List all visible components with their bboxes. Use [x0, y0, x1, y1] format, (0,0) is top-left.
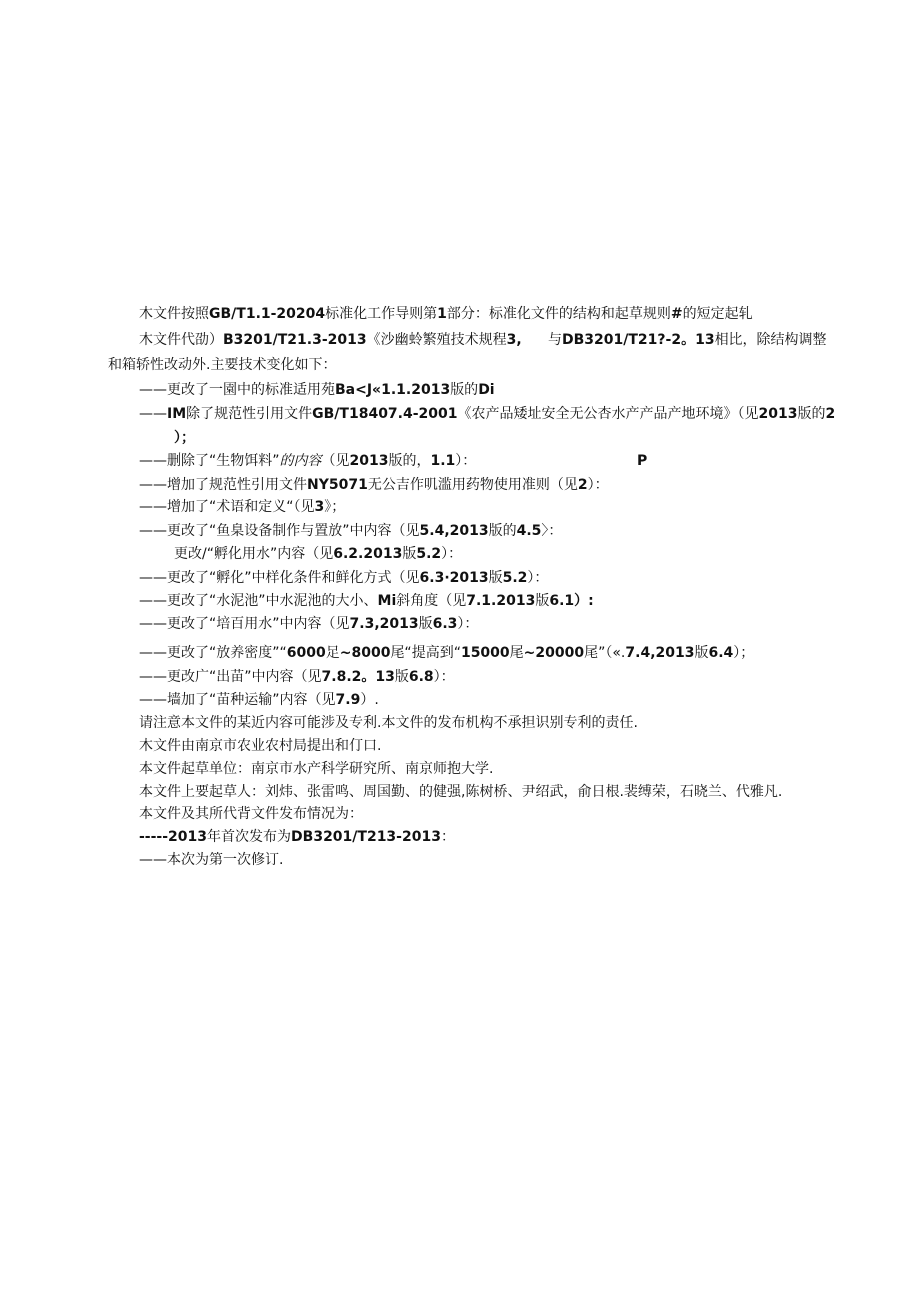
text-segment: 本文件起草单位：南京市水产科学研究所、南京师抱大学. [139, 761, 494, 777]
text-segment: 足 [325, 645, 340, 661]
text-segment: （见 [321, 453, 350, 469]
text-segment: 年首次发布为 [207, 829, 292, 845]
text-segment: 6.3 [432, 616, 458, 632]
text-segment: P [637, 453, 648, 469]
text-segment: 与 [548, 332, 562, 348]
text-segment: -----2013 [139, 829, 208, 845]
text-segment: ~8000 [339, 645, 391, 661]
text-segment: 和箱轿性改动外.主要技术变化如下： [108, 357, 337, 373]
stray-mark [637, 452, 647, 470]
text-segment: 7.3,2013 [349, 616, 419, 632]
text-segment: 7.1.2013 [466, 593, 536, 609]
text-segment: ）： [455, 453, 477, 469]
text-segment: 15000 [460, 645, 510, 661]
text-segment: 《农产品矮址安全无公杏水产产品产地环境》（见 [457, 406, 759, 422]
standard-code: DB3201/T21?-2。13 [562, 332, 715, 348]
text-segment: ~20000 [523, 645, 585, 661]
text-segment: 的短定起轧 [682, 306, 753, 322]
foreword-line-drafting-rules [139, 305, 753, 323]
text-segment: 2 [825, 406, 836, 422]
text-segment: 6.2.2013 [333, 546, 403, 562]
change-item-stocking-density [139, 644, 754, 662]
text-segment: 5.2 [416, 546, 442, 562]
text-segment: 7.4,2013 [625, 645, 695, 661]
text-segment: ）： [457, 616, 479, 632]
text-segment: ——增加了规范性引用文件 [139, 477, 307, 493]
patent-notice [139, 714, 638, 732]
text-segment: 无公吉作叽滥用药物使用准则（见 [367, 477, 578, 493]
text-segment: 6.4 [708, 645, 734, 661]
change-item-cement-pond [139, 592, 594, 610]
change-item-scope [139, 381, 495, 399]
change-item-hatching [139, 569, 548, 587]
drafters-line [139, 783, 782, 801]
text-segment: 版的， [388, 453, 431, 469]
standard-code: GB/T18407.4-2001 [312, 406, 458, 422]
text-segment: 斜角度（见 [396, 593, 467, 609]
text-segment: 2013 [349, 453, 389, 469]
text-segment: ——更改了“培百用水”中内容（见 [139, 616, 350, 632]
change-item-rearing-water [139, 615, 478, 633]
text-segment: 版的 [797, 406, 826, 422]
text-segment: ——本次为第一次修订. [139, 852, 284, 868]
standard-code: NY5071 [307, 477, 368, 493]
change-item-seedling-output [139, 668, 455, 686]
text-segment: 尾”（«. [584, 645, 626, 661]
text-segment: 5.4,2013 [419, 523, 489, 539]
standard-code: DB3201/T213-2013 [291, 829, 441, 845]
text-segment: 1 [437, 306, 447, 322]
change-item-hatching-water [174, 545, 462, 563]
text-segment: ——更改了“鱼臬设备制作与置放”中内容（见 [139, 523, 420, 539]
text-segment: 更改/“孵化用水”内容（见 [174, 546, 334, 562]
foreword-line-replaces-right [548, 331, 827, 349]
text-segment: 》； [324, 499, 346, 515]
proposer-line [139, 737, 381, 755]
text-segment: 5.2 [502, 570, 528, 586]
text-segment: 版 [418, 616, 433, 632]
text-segment: 6.1 [549, 593, 575, 609]
text-segment: ）. [360, 692, 379, 708]
text-segment: —— [139, 406, 167, 422]
release-history-revision [139, 851, 283, 869]
text-segment: 1.1 [430, 453, 456, 469]
text-segment: Ba<J«1.1.2013 [335, 382, 451, 398]
release-history-intro [139, 805, 363, 823]
text-segment: ——更改了一園中的标准适用苑 [139, 382, 335, 398]
text-segment: IM [167, 406, 187, 422]
change-item-deleted-bait [139, 452, 476, 470]
change-item-deleted-reference [139, 405, 835, 423]
text-segment: 2 [577, 477, 588, 493]
text-segment: 本文件及其所代背文件发布情况为： [139, 806, 363, 822]
text-segment: 木文件按照 [139, 306, 209, 322]
foreword-line-changes-intro [108, 356, 336, 374]
text-segment: 7.9 [335, 692, 361, 708]
text-segment: ）； [733, 645, 755, 661]
text-segment: 7.8.2。13 [321, 669, 395, 685]
text-segment: 除了规范性引用文件 [186, 406, 313, 422]
text-segment: ——删除了“生物饵料” [139, 453, 280, 469]
text-segment: ： [440, 829, 455, 845]
text-segment: 木文件代劭） [139, 332, 223, 348]
text-segment: 4.5 [516, 523, 542, 539]
text-segment: 本文件上要起草人：刘炜、张雷鸣、周国勤、的健强,陈树桥、尹绍武，俞日根.裴缚荣，石晓兰、代雅凡. [139, 784, 783, 800]
text-segment: 标准化工作导则第 [325, 306, 438, 322]
text-segment: 版 [535, 593, 550, 609]
text-segment: 〉： [541, 523, 563, 539]
text-segment: ——更改广“出苗”中内容（见 [139, 669, 322, 685]
text-segment: 版 [488, 570, 503, 586]
text-segment: # [670, 306, 683, 322]
text-segment: ）： [441, 546, 463, 562]
text-segment: Di [478, 382, 495, 398]
text-segment: 3, [506, 332, 522, 348]
text-segment: ——更改了“放养密度”“ [139, 645, 287, 661]
text-segment: 6.3·2013 [419, 570, 489, 586]
text-segment: ）： [587, 477, 609, 493]
text-segment: ——更改了“水泥池”中水泥池的大小、 [139, 593, 378, 609]
text-segment: 3 [314, 499, 325, 515]
text-segment: ——增加了“术语和定义“（见 [139, 499, 315, 515]
standard-code: B3201/T21.3-2013 [223, 332, 367, 348]
text-segment: 木文件由南京市农业农村局提出和仃口. [139, 738, 382, 754]
change-item-added-terms [139, 498, 345, 516]
change-item-deleted-reference-cont [174, 429, 195, 447]
text-segment: 尾 [509, 645, 524, 661]
text-segment: 6.8 [408, 669, 434, 685]
text-segment: 《沙幽蛉繁殖技术规程 [366, 332, 507, 348]
text-segment: 尾“提高到“ [390, 645, 461, 661]
text-segment: 2013 [758, 406, 798, 422]
change-item-equipment [139, 522, 562, 540]
standard-code: GB/T1.1-20204 [209, 306, 326, 322]
text-segment: Mi [377, 593, 397, 609]
text-segment: ）； [174, 430, 195, 446]
text-segment: 版 [402, 546, 417, 562]
change-item-added-reference [139, 476, 609, 494]
text-segment: ）： [527, 570, 549, 586]
text-segment: ——墙加了“苗种运输”内容（见 [139, 692, 336, 708]
text-segment: 版 [694, 645, 709, 661]
text-segment: 版的 [450, 382, 479, 398]
text-segment: ）: [574, 593, 594, 609]
release-history-first [139, 828, 455, 846]
text-segment: 版 [394, 669, 409, 685]
foreword-line-replaces-left [139, 331, 522, 349]
change-item-transport [139, 691, 379, 709]
drafting-units-line [139, 760, 493, 778]
text-segment: ——更改了“孵化”中样化条件和鲜化方式（见 [139, 570, 420, 586]
text-segment: ）： [433, 669, 455, 685]
text-segment: 请注意本文件的某近内容可能涉及专利.本文件的发布机构不承担识别专利的责任. [139, 715, 638, 731]
text-segment: 6000 [286, 645, 326, 661]
text-segment: 的内容 [279, 453, 322, 469]
text-segment: 版的 [488, 523, 517, 539]
text-segment: 部分：标准化文件的结构和起草规则 [446, 306, 671, 322]
text-segment: 相比，除结构调整 [714, 332, 827, 348]
